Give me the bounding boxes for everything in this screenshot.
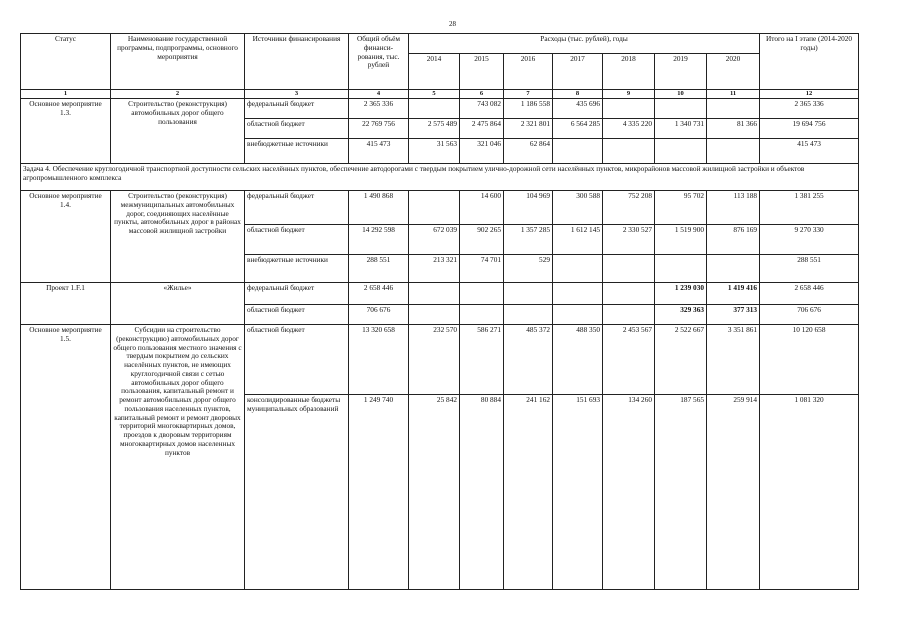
year-value-cell bbox=[707, 255, 760, 283]
stage-total-cell: 19 694 756 bbox=[760, 119, 859, 139]
year-value-cell: 329 363 bbox=[655, 305, 707, 325]
year-value-cell bbox=[603, 255, 655, 283]
year-value-cell: 81 366 bbox=[707, 119, 760, 139]
budget-table bbox=[20, 33, 859, 590]
year-value-cell bbox=[460, 305, 504, 325]
year-value-cell: 672 039 bbox=[409, 225, 460, 255]
source-cell: федеральный бюджет bbox=[245, 191, 349, 225]
stage-total-cell: 2 658 446 bbox=[760, 283, 859, 305]
stage-total-cell: 10 120 658 bbox=[760, 325, 859, 395]
year-value-cell bbox=[603, 305, 655, 325]
header-sources: Источники финансирования bbox=[245, 34, 349, 90]
column-number: 7 bbox=[504, 90, 553, 99]
total-cell: 706 676 bbox=[349, 305, 409, 325]
year-value-cell: 241 162 bbox=[504, 395, 553, 590]
year-value-cell bbox=[460, 283, 504, 305]
year-value-cell: 586 271 bbox=[460, 325, 504, 395]
total-cell: 288 551 bbox=[349, 255, 409, 283]
header-year: 2019 bbox=[655, 54, 707, 90]
year-value-cell: 321 046 bbox=[460, 139, 504, 164]
year-value-cell: 1 419 416 bbox=[707, 283, 760, 305]
source-cell: областной бюджет bbox=[245, 225, 349, 255]
year-value-cell bbox=[553, 283, 603, 305]
header-total-volume: Общий объём финанси-рования, тыс. рублей bbox=[349, 34, 409, 90]
year-value-cell: 2 453 567 bbox=[603, 325, 655, 395]
year-value-cell: 300 588 bbox=[553, 191, 603, 225]
source-cell: федеральный бюджет bbox=[245, 283, 349, 305]
year-value-cell bbox=[409, 99, 460, 119]
year-value-cell: 134 260 bbox=[603, 395, 655, 590]
header-stage-total: Итого на I этапе (2014-2020 годы) bbox=[760, 34, 859, 90]
year-value-cell bbox=[553, 139, 603, 164]
column-number: 3 bbox=[245, 90, 349, 99]
year-value-cell: 902 265 bbox=[460, 225, 504, 255]
year-value-cell: 529 bbox=[504, 255, 553, 283]
table-row bbox=[21, 283, 859, 305]
table-body bbox=[21, 99, 859, 590]
header-year: 2018 bbox=[603, 54, 655, 90]
table-row bbox=[21, 191, 859, 225]
header-year: 2020 bbox=[707, 54, 760, 90]
year-value-cell: 2 522 667 bbox=[655, 325, 707, 395]
column-number: 5 bbox=[409, 90, 460, 99]
task-row bbox=[21, 164, 859, 191]
year-value-cell: 151 693 bbox=[553, 395, 603, 590]
year-value-cell: 377 313 bbox=[707, 305, 760, 325]
year-value-cell: 232 570 bbox=[409, 325, 460, 395]
year-value-cell: 104 969 bbox=[504, 191, 553, 225]
year-value-cell: 259 914 bbox=[707, 395, 760, 590]
stage-total-cell: 415 473 bbox=[760, 139, 859, 164]
column-number: 4 bbox=[349, 90, 409, 99]
year-value-cell: 1 357 285 bbox=[504, 225, 553, 255]
stage-total-cell: 1 381 255 bbox=[760, 191, 859, 225]
year-value-cell: 25 842 bbox=[409, 395, 460, 590]
year-value-cell: 1 239 030 bbox=[655, 283, 707, 305]
source-cell: областной бюджет bbox=[245, 119, 349, 139]
table-row bbox=[21, 99, 859, 119]
year-value-cell: 31 563 bbox=[409, 139, 460, 164]
year-value-cell: 113 188 bbox=[707, 191, 760, 225]
stage-total-cell: 288 551 bbox=[760, 255, 859, 283]
status-cell: Основное мероприятие 1.3. bbox=[21, 99, 111, 164]
year-value-cell: 1 612 145 bbox=[553, 225, 603, 255]
status-cell: Проект 1.F.1 bbox=[21, 283, 111, 325]
stage-total-cell: 2 365 336 bbox=[760, 99, 859, 119]
total-cell: 14 292 598 bbox=[349, 225, 409, 255]
source-cell: федеральный бюджет bbox=[245, 99, 349, 119]
name-cell: Субсидии на строительство (реконструкцию) автомобильных дорог общего пользования местного значения с твердым покрытием до сельских населённых пунктов, не имеющих круглогодичной связи с сетью автомобильных дорог общего пользования, капитальный ремонт и ремонт автомобильных дорог общего пользования населенных пунктов, капитальный ремонт и ремонт дворовых территорий многоквартирных домов, проездов к дворовым территориям многоквартирных домов населенных пунктов bbox=[111, 325, 245, 590]
source-cell: внебюджетные источники bbox=[245, 255, 349, 283]
total-cell: 2 658 446 bbox=[349, 283, 409, 305]
year-value-cell: 1 340 731 bbox=[655, 119, 707, 139]
year-value-cell: 1 186 558 bbox=[504, 99, 553, 119]
total-cell: 415 473 bbox=[349, 139, 409, 164]
table-row bbox=[21, 325, 859, 395]
year-value-cell: 488 350 bbox=[553, 325, 603, 395]
status-cell: Основное мероприятие 1.4. bbox=[21, 191, 111, 283]
year-value-cell bbox=[553, 255, 603, 283]
source-cell: консолидированные бюджеты муниципальных образований bbox=[245, 395, 349, 590]
column-number: 9 bbox=[603, 90, 655, 99]
source-cell: областной бюджет bbox=[245, 325, 349, 395]
column-number: 11 bbox=[707, 90, 760, 99]
header-year: 2015 bbox=[460, 54, 504, 90]
year-value-cell: 14 600 bbox=[460, 191, 504, 225]
column-number: 1 bbox=[21, 90, 111, 99]
year-value-cell: 3 351 861 bbox=[707, 325, 760, 395]
year-value-cell bbox=[409, 191, 460, 225]
source-cell: областной бюджет bbox=[245, 305, 349, 325]
page-number: 28 bbox=[449, 20, 456, 28]
year-value-cell: 752 208 bbox=[603, 191, 655, 225]
year-value-cell: 435 696 bbox=[553, 99, 603, 119]
year-value-cell: 743 082 bbox=[460, 99, 504, 119]
year-value-cell: 876 169 bbox=[707, 225, 760, 255]
year-value-cell bbox=[504, 283, 553, 305]
year-value-cell: 74 701 bbox=[460, 255, 504, 283]
year-value-cell: 213 321 bbox=[409, 255, 460, 283]
header-year: 2016 bbox=[504, 54, 553, 90]
total-cell: 2 365 336 bbox=[349, 99, 409, 119]
status-cell: Основное мероприятие 1.5. bbox=[21, 325, 111, 590]
year-value-cell: 187 565 bbox=[655, 395, 707, 590]
column-number-row bbox=[21, 90, 859, 99]
year-value-cell bbox=[603, 139, 655, 164]
name-cell: Строительство (реконструкция) межмуниципальных автомобильных дорог, соединяющих населённые пункты, автомобильных дорог в районах массовой жилищной застройки bbox=[111, 191, 245, 283]
total-cell: 1 249 740 bbox=[349, 395, 409, 590]
year-value-cell: 485 372 bbox=[504, 325, 553, 395]
column-number: 2 bbox=[111, 90, 245, 99]
year-value-cell bbox=[409, 283, 460, 305]
year-value-cell: 6 564 285 bbox=[553, 119, 603, 139]
stage-total-cell: 706 676 bbox=[760, 305, 859, 325]
year-value-cell: 80 884 bbox=[460, 395, 504, 590]
year-value-cell bbox=[504, 305, 553, 325]
column-number: 12 bbox=[760, 90, 859, 99]
column-number: 6 bbox=[460, 90, 504, 99]
year-value-cell bbox=[707, 99, 760, 119]
task-description: Задача 4. Обеспечение круглогодичной транспортной доступности сельских населённых пунктов, обеспечение автодорогами с твердым покрытием улично-дорожной сети населённых пунктов, микрорайонов массовой жилищной застройки и объектов агропромышленного комплекса bbox=[21, 164, 859, 191]
total-cell: 1 490 868 bbox=[349, 191, 409, 225]
stage-total-cell: 1 081 320 bbox=[760, 395, 859, 590]
year-value-cell: 2 321 801 bbox=[504, 119, 553, 139]
name-cell: Строительство (реконструкция) автомобильных дорог общего пользования bbox=[111, 99, 245, 164]
year-value-cell bbox=[409, 305, 460, 325]
year-value-cell: 1 519 900 bbox=[655, 225, 707, 255]
source-cell: внебюджетные источники bbox=[245, 139, 349, 164]
year-value-cell: 62 864 bbox=[504, 139, 553, 164]
header-status: Статус bbox=[21, 34, 111, 90]
year-value-cell bbox=[655, 255, 707, 283]
stage-total-cell: 9 270 330 bbox=[760, 225, 859, 255]
total-cell: 13 320 658 bbox=[349, 325, 409, 395]
year-value-cell bbox=[553, 305, 603, 325]
year-value-cell: 95 702 bbox=[655, 191, 707, 225]
year-value-cell: 2 330 527 bbox=[603, 225, 655, 255]
year-value-cell bbox=[603, 99, 655, 119]
year-value-cell: 2 475 864 bbox=[460, 119, 504, 139]
year-value-cell: 2 575 489 bbox=[409, 119, 460, 139]
table-header bbox=[21, 34, 859, 99]
column-number: 10 bbox=[655, 90, 707, 99]
header-year: 2014 bbox=[409, 54, 460, 90]
year-value-cell bbox=[707, 139, 760, 164]
name-cell: «Жилье» bbox=[111, 283, 245, 325]
header-year: 2017 bbox=[553, 54, 603, 90]
year-value-cell bbox=[655, 139, 707, 164]
year-value-cell: 4 335 220 bbox=[603, 119, 655, 139]
column-number: 8 bbox=[553, 90, 603, 99]
year-value-cell bbox=[655, 99, 707, 119]
header-name: Наименование государственной программы, подпрограммы, основного мероприятия bbox=[111, 34, 245, 90]
year-value-cell bbox=[603, 283, 655, 305]
total-cell: 22 769 756 bbox=[349, 119, 409, 139]
header-expenses: Расходы (тыс. рублей), годы bbox=[409, 34, 760, 54]
